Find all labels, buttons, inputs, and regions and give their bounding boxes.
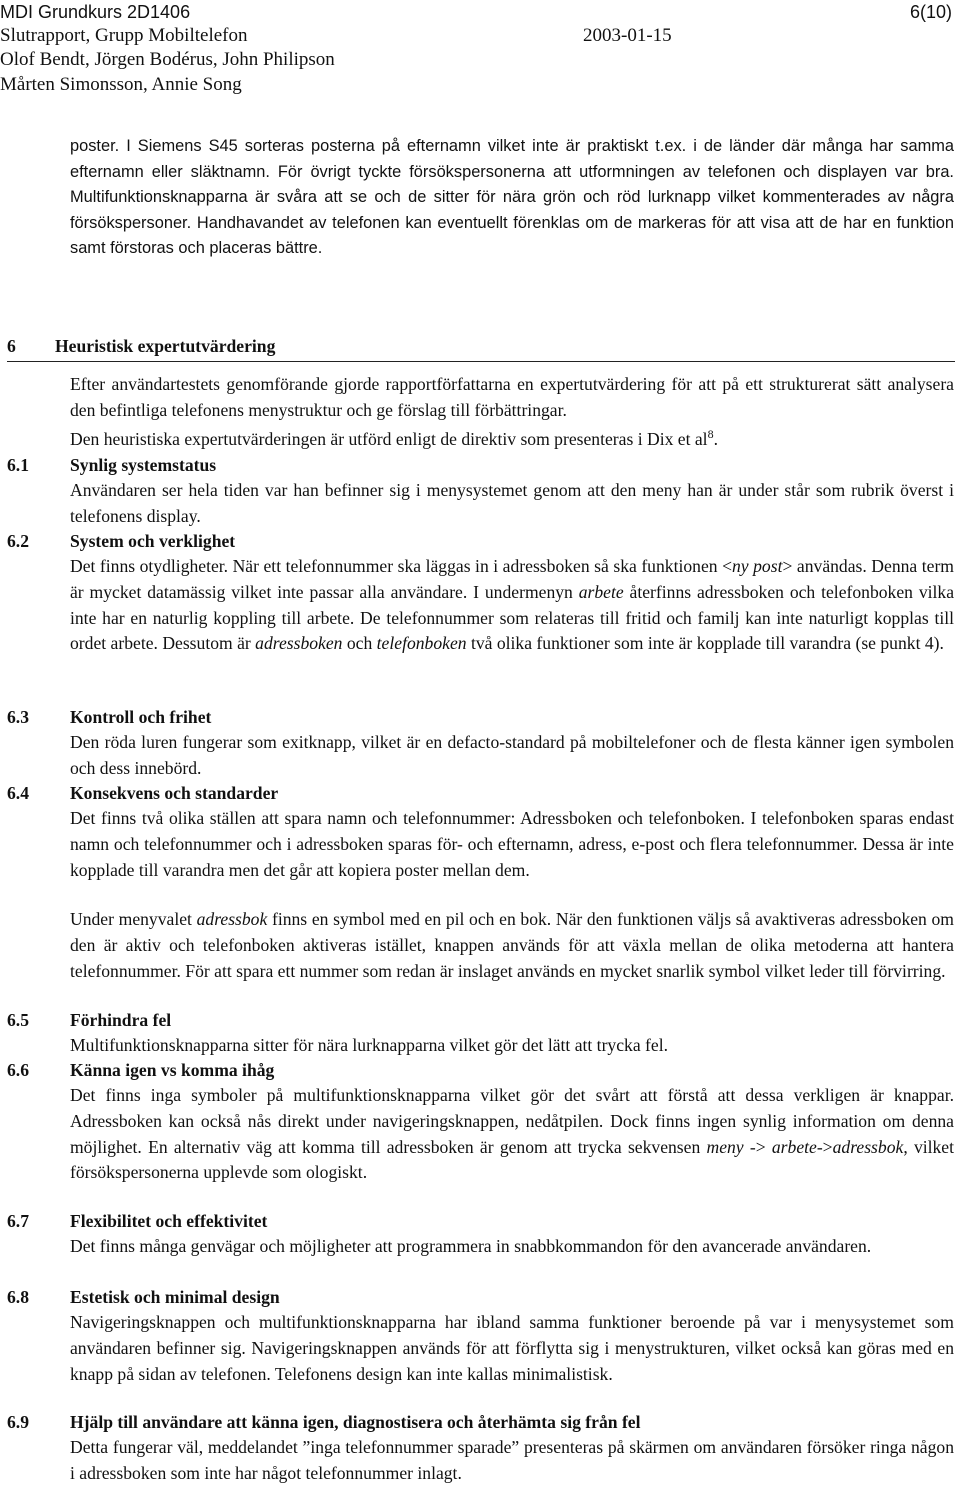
section-title-6-5: Förhindra fel: [70, 1010, 172, 1030]
section-number-6-7: 6.7: [7, 1211, 29, 1231]
section-title-6-7: Flexibilitet och effektivitet: [70, 1211, 268, 1231]
report-title: Slutrapport, Grupp Mobiltelefon: [0, 25, 248, 46]
section-number-6-3: 6.3: [7, 707, 29, 727]
chapter-number: 6: [7, 336, 16, 356]
section-text-6-2: Det finns otydligheter. När ett telefonnummer ska läggas in i adressboken så ska funktionen <ny post> användas. Denna term är mycket datamässig vilket inte passar alla användare. I undermenyn arbete återfinns adressboken och telefonboken vilka inte har en naturlig koppling till arbete. De telefonnummer som relateras till fritid och familj kan inte naturligt kopplas till ordet arbete. Dessutom är adressboken och telefonboken två olika funktioner som inte är kopplade till varandra (se punkt 4).: [70, 556, 955, 654]
authors-line-2: Mårten Simonsson, Annie Song: [0, 74, 242, 95]
section-text-6-3: Den röda luren fungerar som exitknapp, vilket är en defacto-standard på mobiltelefoner och de flesta känner igen symbolen och dess innebörd.: [70, 732, 954, 778]
chapter-divider: [7, 361, 955, 362]
report-date: 2003-01-15: [583, 25, 672, 46]
section-text-6-7: Det finns många genvägar och möjligheter att programmera in snabbkommandon för den avancerade användaren.: [70, 1236, 872, 1256]
section-title-6-4: Konsekvens och standarder: [70, 783, 279, 803]
section-title-6-1: Synlig systemstatus: [70, 455, 217, 475]
section-number-6-9: 6.9: [7, 1412, 29, 1432]
footnote-ref[interactable]: 8: [707, 427, 714, 442]
chapter-paragraph-2: Den heuristiska expertutvärderingen är utförd enligt de direktiv som presenteras i Dix et $al^8$.: [70, 427, 718, 449]
section-text-6-4-p1: Det finns två olika ställen att spara namn och telefonnummer: Adressboken och telefonboken. I telefonboken sparas endast namn och telefonnummer och i adressboken sparas för- och efternamn, adress, e-post och flera telefonnummer. Dessa är inte kopplade till varandra men det går att kopiera poster mellan dem.: [70, 808, 954, 880]
section-title-6-6: Känna igen vs komma ihåg: [70, 1060, 275, 1080]
section-text-6-6: Det finns inga symboler på multifunktionsknapparna vilket gör det svårt att förstå att dessa verkligen är knappar. Adressboken kan också nås direkt under navigeringsknappen, nedåtpilen. Dock finns ingen synlig information om denna möjlighet. En alternativ väg att komma till adressboken är genom att trycka sekvensen meny -> arbete->adressbok, vilket försökspersonerna upplevde som ologiskt.: [70, 1085, 955, 1183]
section-number-6-1: 6.1: [7, 455, 29, 475]
section-title-6-3: Kontroll och frihet: [70, 707, 212, 727]
section-number-6-6: 6.6: [7, 1060, 29, 1080]
section-title-6-9: Hjälp till användare att känna igen, diagnostisera och återhämta sig från fel: [70, 1412, 641, 1432]
section-number-6-2: 6.2: [7, 531, 29, 551]
section-text-6-1: Användaren ser hela tiden var han befinner sig i menysystemet genom att den meny han är under står som rubrik överst i telefonens display.: [70, 480, 954, 526]
chapter-paragraph-1: Efter användartestets genomförande gjorde rapportförfattarna en expertutvärdering för att på ett strukturerat sätt analysera den befintliga telefonens menystruktur och ge förslag till förbättringar.: [70, 374, 954, 420]
section-title-6-2: System och verklighet: [70, 531, 236, 551]
section-text-6-8: Navigeringsknappen och multifunktionsknapparna har ibland samma funktioner beroende på var i menysystemet som användaren befinner sig. Navigeringsknappen används för att förflytta sig i menystrukturen, vilket också kan göras med en knapp på sidan av telefonen. Telefonens design kan inte kallas minimalistisk.: [70, 1312, 954, 1384]
chapter-title: Heuristisk expertutvärdering: [55, 336, 276, 356]
section-number-6-8: 6.8: [7, 1287, 29, 1307]
section-number-6-4: 6.4: [7, 783, 29, 803]
course-name: MDI Grundkurs 2D1406: [0, 2, 191, 22]
page-number: 6(10): [909, 2, 952, 22]
authors-line-1: Olof Bendt, Jörgen Bodérus, John Philipson: [0, 49, 335, 70]
section-number-6-5: 6.5: [7, 1010, 29, 1030]
section-text-6-5: Multifunktionsknapparna sitter för nära lurknapparna vilket gör det lätt att trycka fel.: [70, 1035, 668, 1055]
section-title-6-8: Estetisk och minimal design: [70, 1287, 280, 1307]
section-text-6-4-p2: Under menyvalet adressbok finns en symbol med en pil och en bok. När den funktionen väljs så avaktiveras adressboken om den är aktiv och telefonboken aktiveras istället, knappen används för att växla mellan de olika metoderna att hantera telefonnummer. För att spara ett nummer som redan är inslaget används en mycket snarlik symbol vilket leder till förvirring.: [70, 909, 954, 981]
intro-paragraph: poster. I Siemens S45 sorteras posterna på efternamn vilket inte är praktiskt t.ex. i de länder där många har samma efternamn eller släktnamn. För övrigt tyckte försökspersonerna att utformningen av telefonen och displayen var bra. Multifunktionsknapparna är svåra att se och de sitter för nära grön och röd lurknapp vilket kommenterades av några försökspersoner. Handhavandet av telefonen kan eventuellt förenklas om de markeras för att visa att de har en funktion samt förstoras och placeras bättre.: [70, 137, 954, 258]
section-text-6-9: Detta fungerar väl, meddelandet ”inga telefonnummer sparade” presenteras på skärmen om användaren försöker ringa någon i adressboken som inte har något telefonnummer inlagt.: [70, 1437, 954, 1483]
